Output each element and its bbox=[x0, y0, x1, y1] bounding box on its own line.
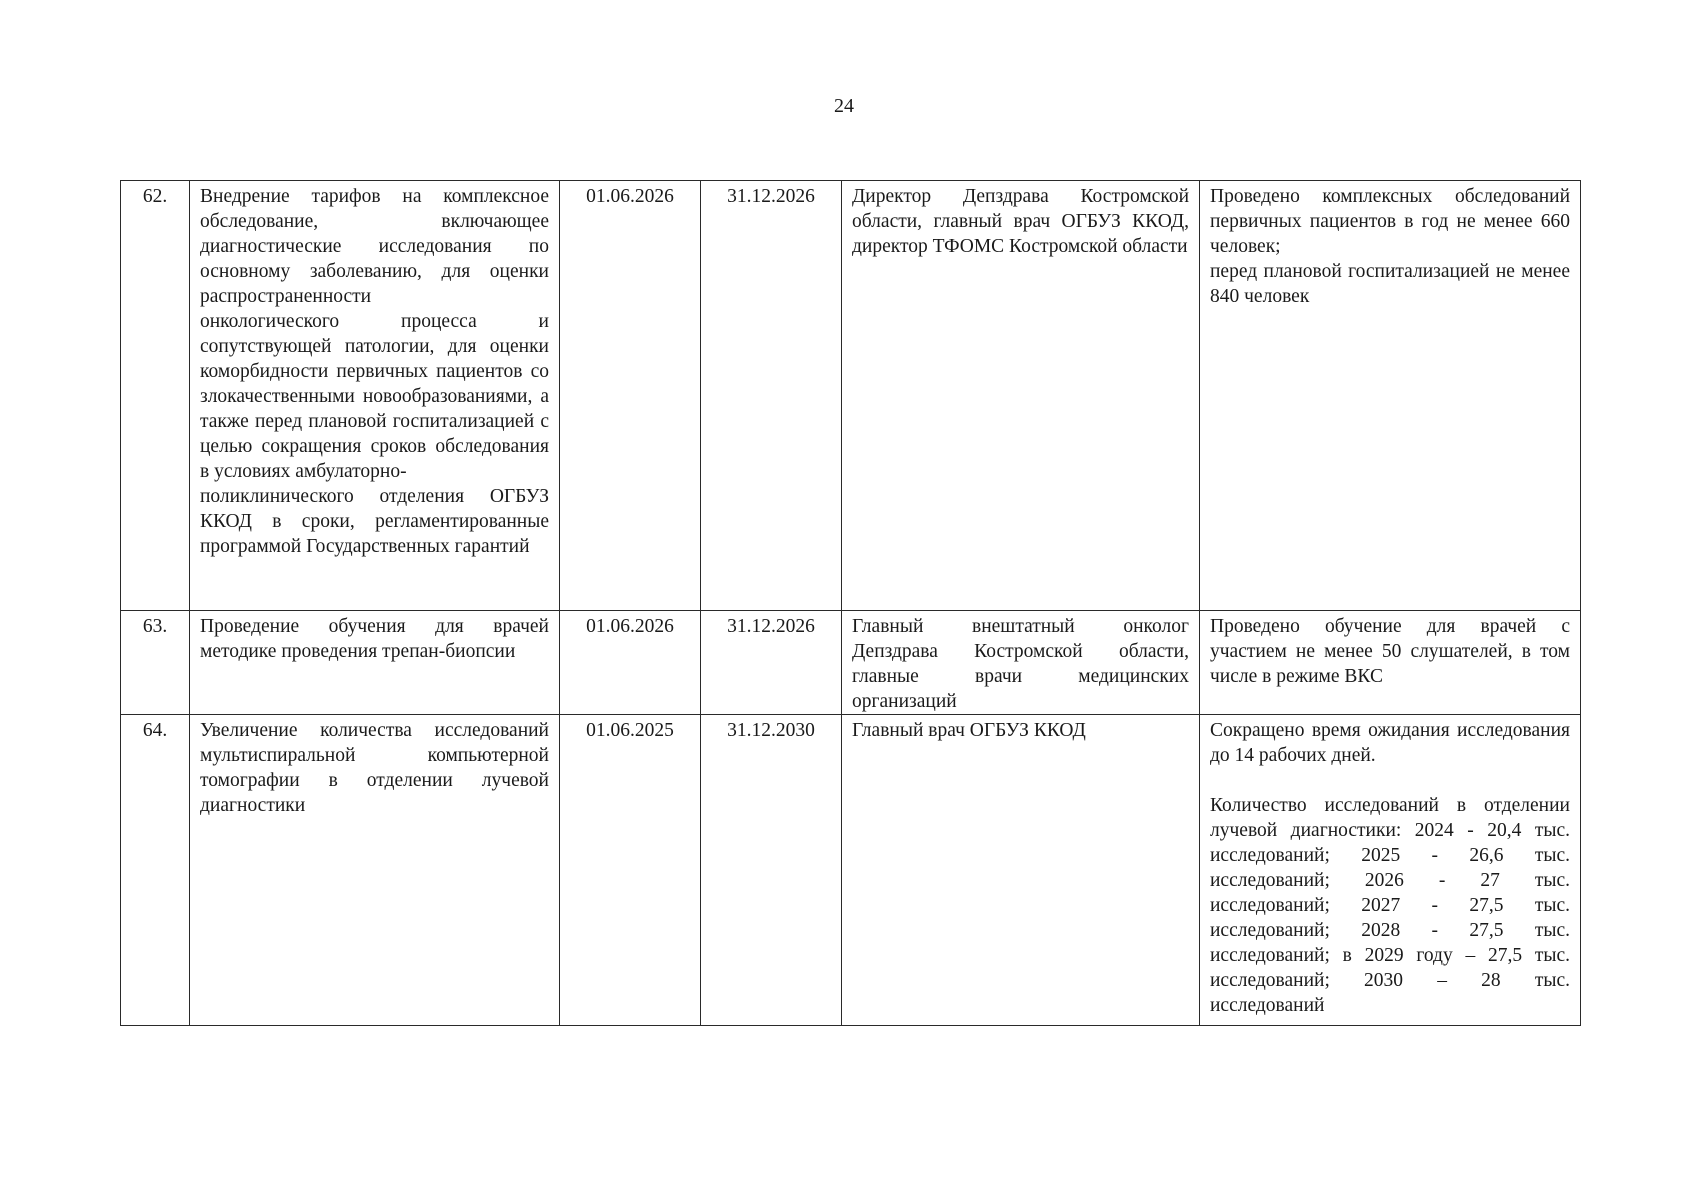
row-number: 62. bbox=[121, 181, 190, 611]
result-text: Количество исследований в отделении лучевой диагностики: 2024 - 20,4 тыс. исследований; 2025 - 26,6 тыс. исследований; 2026 - 27 тыс. исследований; 2027 - 27,5 тыс. исследований; 2028 - 27,5 тыс. исследований; в 2029 году – 27,5 тыс. исследований; 2030 – 28 тыс. исследований bbox=[1210, 795, 1570, 1016]
start-date: 01.06.2026 bbox=[560, 611, 701, 715]
activity-text: поликлинического отделения ОГБУЗ ККОД в сроки, регламентированные программой Государственных гарантий bbox=[200, 486, 549, 557]
result-text: Сокращено время ожидания исследования до 14 рабочих дней. bbox=[1210, 720, 1570, 766]
activity-text: Увеличение количества исследований мультиспиральной компьютерной томографии в отделении лучевой диагностики bbox=[200, 720, 549, 816]
result-text: перед плановой госпитализацией не менее 840 человек bbox=[1210, 261, 1570, 307]
end-date: 31.12.2026 bbox=[701, 181, 842, 611]
action-plan-table bbox=[120, 180, 1581, 1026]
table-row bbox=[121, 181, 1581, 611]
result-text: Проведено обучение для врачей с участием не менее 50 слушателей, в том числе в режиме ВКС bbox=[1210, 616, 1570, 687]
activity-cell bbox=[190, 611, 560, 715]
result-cell bbox=[1200, 611, 1581, 715]
paragraph-gap bbox=[1210, 768, 1570, 793]
activity-cell bbox=[190, 715, 560, 1026]
activity-cell bbox=[190, 181, 560, 611]
row-number: 64. bbox=[121, 715, 190, 1026]
result-cell bbox=[1200, 715, 1581, 1026]
responsible-cell: Главный внештатный онколог Депздрава Костромской области, главные врачи медицинских организаций bbox=[842, 611, 1200, 715]
result-text: Проведено комплексных обследований первичных пациентов в год не менее 660 человек; bbox=[1210, 186, 1570, 257]
end-date: 31.12.2026 bbox=[701, 611, 842, 715]
table-row bbox=[121, 611, 1581, 715]
activity-text: Внедрение тарифов на комплексное обследование, включающее диагностические исследования по основному заболеванию, для оценки распространенности bbox=[200, 186, 549, 307]
activity-text: Проведение обучения для врачей методике проведения трепан-биопсии bbox=[200, 616, 549, 662]
responsible-cell: Главный врач ОГБУЗ ККОД bbox=[842, 715, 1200, 1026]
end-date: 31.12.2030 bbox=[701, 715, 842, 1026]
table-row bbox=[121, 715, 1581, 1026]
row-number: 63. bbox=[121, 611, 190, 715]
activity-text: онкологического процесса и сопутствующей патологии, для оценки коморбидности первичных пациентов со злокачественными новообразованиями, а также перед плановой госпитализацией с целью сокращения сроков обследования в условиях амбулаторно- bbox=[200, 311, 549, 482]
result-cell bbox=[1200, 181, 1581, 611]
start-date: 01.06.2026 bbox=[560, 181, 701, 611]
page-number: 24 bbox=[834, 95, 854, 117]
responsible-cell: Директор Депздрава Костромской области, главный врач ОГБУЗ ККОД, директор ТФОМС Костромской области bbox=[842, 181, 1200, 611]
start-date: 01.06.2025 bbox=[560, 715, 701, 1026]
